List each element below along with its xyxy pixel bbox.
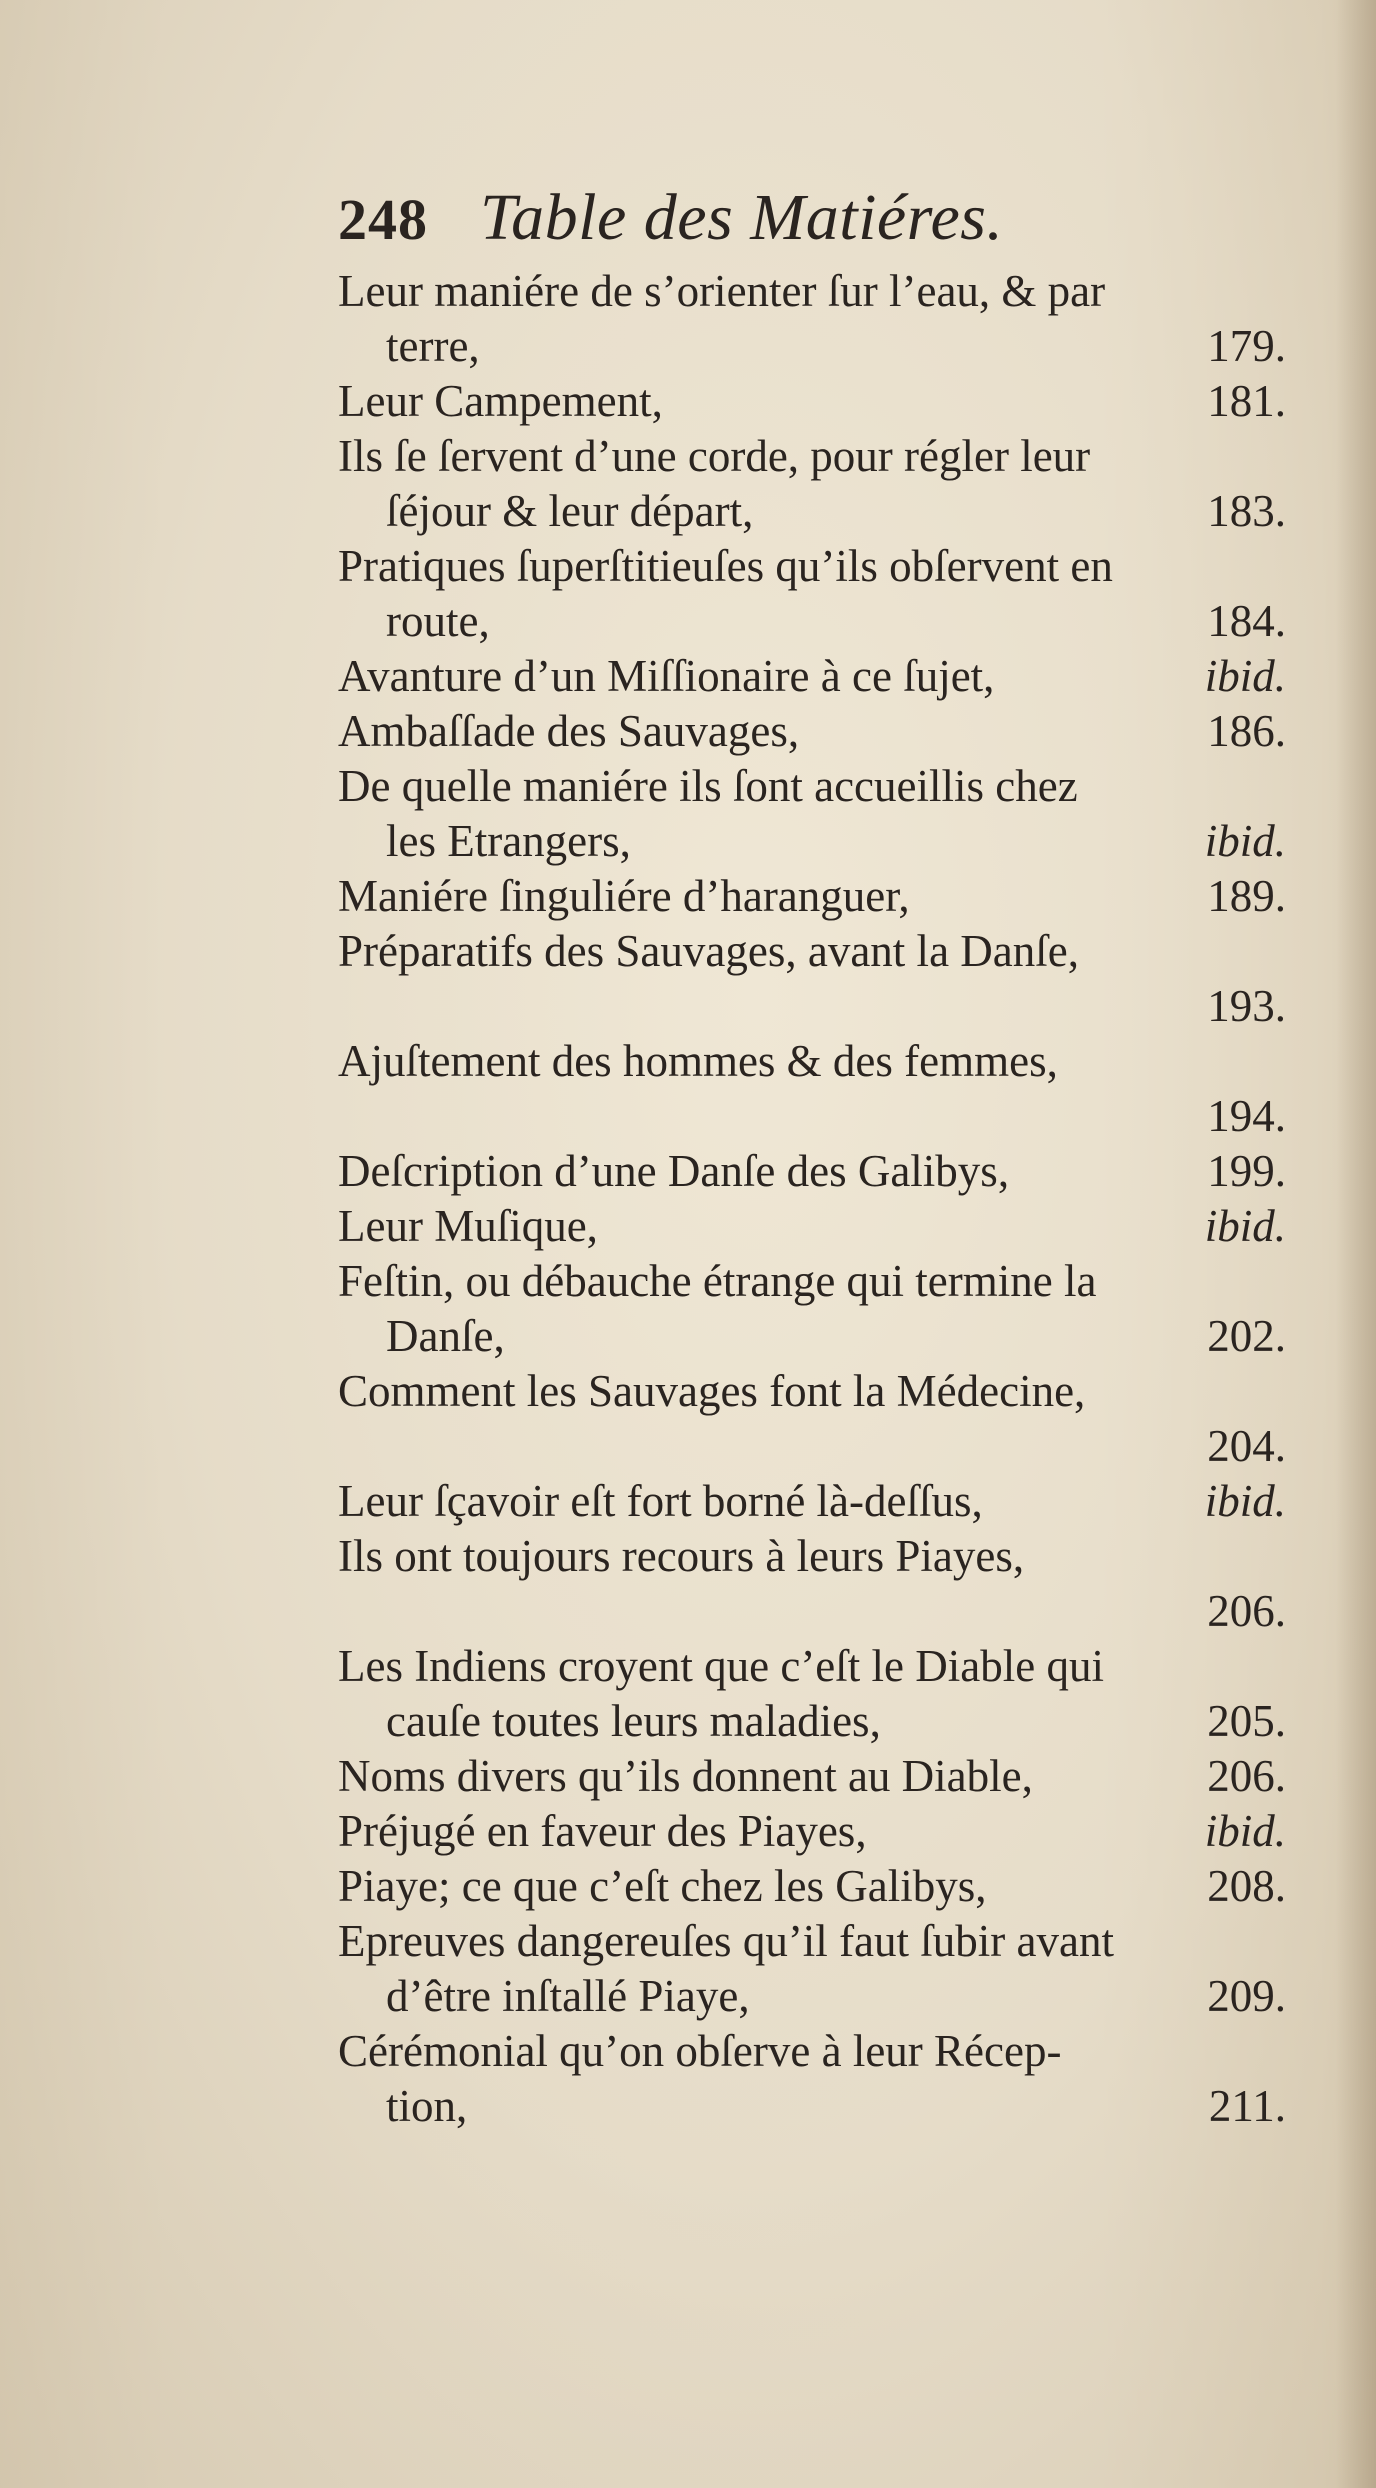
toc-page-reference: ibid. xyxy=(1204,1806,1286,1856)
toc-entry-line xyxy=(338,1034,1286,1089)
toc-entry-line xyxy=(338,924,1286,979)
toc-entry xyxy=(338,1474,1286,1529)
toc-entry-line xyxy=(338,1749,1286,1804)
toc-page-reference: 209. xyxy=(1207,1971,1286,2021)
running-title: Table des Matiéres. xyxy=(480,181,1004,254)
toc-entry-line xyxy=(338,869,1286,924)
toc-entry-line xyxy=(338,1474,1286,1529)
toc-entry-line xyxy=(338,1309,1286,1364)
toc-entry-line xyxy=(338,2024,1286,2079)
entries-list xyxy=(338,264,1286,2134)
toc-entry-line xyxy=(338,1364,1286,1419)
toc-entry-text: Deſcription d’une Danſe des Galibys, xyxy=(338,1146,1010,1196)
toc-entry-text: Ajuſtement des hommes & des femmes, xyxy=(338,1036,1058,1086)
toc-entry-line xyxy=(338,1254,1286,1309)
toc-entry-line xyxy=(338,1199,1286,1254)
toc-entry xyxy=(338,2024,1286,2134)
toc-page-reference: 199. xyxy=(1207,1146,1286,1196)
toc-entry-text: Les Indiens croyent que c’eſt le Diable qui xyxy=(338,1641,1104,1691)
toc-entry-line xyxy=(338,429,1286,484)
toc-entry-line xyxy=(338,814,1286,869)
toc-entry-line xyxy=(338,539,1286,594)
toc-entry-line xyxy=(338,2079,1286,2134)
toc-entry-text: Leur ſçavoir eſt fort borné là-deſſus, xyxy=(338,1476,983,1526)
toc-entry xyxy=(338,649,1286,704)
toc-entry xyxy=(338,1529,1286,1639)
toc-page-reference: 184. xyxy=(1207,596,1286,646)
toc-entry-line xyxy=(338,649,1286,704)
toc-entry-line xyxy=(338,264,1286,319)
toc-entry-text: Piaye; ce que c’eſt chez les Galibys, xyxy=(338,1861,987,1911)
toc-page-reference: ibid. xyxy=(1204,816,1286,866)
toc-entry-line xyxy=(338,979,1286,1034)
toc-entry-text: Epreuves dangereuſes qu’il faut ſubir avant xyxy=(338,1916,1114,1966)
toc-entry xyxy=(338,1914,1286,2024)
toc-entry-text: Cérémonial qu’on obſerve à leur Récep- xyxy=(338,2026,1062,2076)
toc-entry-line xyxy=(338,1914,1286,1969)
toc-entry xyxy=(338,1199,1286,1254)
toc-entry-line xyxy=(338,1969,1286,2024)
toc-page-reference: 194. xyxy=(1207,1091,1286,1141)
page-edge-shadow xyxy=(1336,0,1376,2488)
toc-entry-text: Feſtin, ou débauche étrange qui termine la xyxy=(338,1256,1097,1306)
toc-entry xyxy=(338,1034,1286,1144)
toc-entry-line xyxy=(338,1529,1286,1584)
toc-entry xyxy=(338,1859,1286,1914)
toc-entry-line xyxy=(338,1804,1286,1859)
toc-entry-line xyxy=(338,319,1286,374)
toc-entry-text: les Etrangers, xyxy=(386,816,631,866)
toc-page-reference: 206. xyxy=(1207,1586,1286,1636)
toc-entry-line xyxy=(338,1584,1286,1639)
toc-entry-text: route, xyxy=(386,596,490,646)
toc-entry-text: Danſe, xyxy=(386,1311,505,1361)
toc-entry-text: ſéjour & leur départ, xyxy=(386,486,754,536)
toc-entry-text: d’être inſtallé Piaye, xyxy=(386,1971,750,2021)
toc-page-reference: 179. xyxy=(1207,321,1286,371)
toc-entry-text: Pratiques ſuperſtitieuſes qu’ils obſervent en xyxy=(338,541,1113,591)
toc-entry xyxy=(338,1254,1286,1364)
toc-entry-line xyxy=(338,704,1286,759)
toc-page-reference: ibid. xyxy=(1204,1201,1286,1251)
toc-entry xyxy=(338,374,1286,429)
toc-entry-text: Comment les Sauvages font la Médecine, xyxy=(338,1366,1086,1416)
toc-entry xyxy=(338,1804,1286,1859)
toc-page-reference: ibid. xyxy=(1204,1476,1286,1526)
toc-entry-text: Avanture d’un Miſſionaire à ce ſujet, xyxy=(338,651,995,701)
toc-page-reference: 205. xyxy=(1207,1696,1286,1746)
toc-entry xyxy=(338,264,1286,374)
toc-entry xyxy=(338,429,1286,539)
toc-entry xyxy=(338,869,1286,924)
toc-entry-text: Ils ſe ſervent d’une corde, pour régler leur xyxy=(338,431,1091,481)
table-of-contents xyxy=(338,180,1286,2134)
toc-page-reference: 193. xyxy=(1207,981,1286,1031)
toc-entry-line xyxy=(338,484,1286,539)
toc-entry-text: Leur Muſique, xyxy=(338,1201,598,1251)
toc-entry xyxy=(338,1144,1286,1199)
toc-entry-text: cauſe toutes leurs maladies, xyxy=(386,1696,881,1746)
toc-entry-line xyxy=(338,759,1286,814)
toc-entry-line xyxy=(338,1639,1286,1694)
page-number: 248 xyxy=(338,187,428,252)
toc-entry-line xyxy=(338,1144,1286,1199)
toc-entry-text: Ambaſſade des Sauvages, xyxy=(338,706,800,756)
toc-page-reference: 186. xyxy=(1207,706,1286,756)
toc-page-reference: 208. xyxy=(1207,1861,1286,1911)
toc-entry-text: Leur maniére de s’orienter ſur l’eau, & par xyxy=(338,266,1106,316)
toc-page-reference: 189. xyxy=(1207,871,1286,921)
toc-page-reference: 206. xyxy=(1207,1751,1286,1801)
toc-entry-line xyxy=(338,594,1286,649)
toc-entry xyxy=(338,924,1286,1034)
toc-entry xyxy=(338,759,1286,869)
toc-page-reference: 183. xyxy=(1207,486,1286,536)
toc-entry xyxy=(338,539,1286,649)
toc-entry-text: Leur Campement, xyxy=(338,376,663,426)
toc-entry-text: terre, xyxy=(386,321,480,371)
page-header xyxy=(338,180,1286,264)
toc-page-reference: 181. xyxy=(1207,376,1286,426)
toc-entry xyxy=(338,1639,1286,1749)
toc-entry-text: Noms divers qu’ils donnent au Diable, xyxy=(338,1751,1033,1801)
toc-entry-text: Préjugé en faveur des Piayes, xyxy=(338,1806,867,1856)
toc-entry xyxy=(338,704,1286,759)
toc-page-reference: 202. xyxy=(1207,1311,1286,1361)
toc-page-reference: 204. xyxy=(1207,1421,1286,1471)
toc-entry-line xyxy=(338,1089,1286,1144)
toc-entry-text: Maniére ſinguliére d’haranguer, xyxy=(338,871,910,921)
toc-entry-text: De quelle maniére ils ſont accueillis chez xyxy=(338,761,1078,811)
toc-entry xyxy=(338,1364,1286,1474)
toc-entry-text: tion, xyxy=(386,2081,468,2131)
toc-entry-line xyxy=(338,1859,1286,1914)
toc-page-reference: ibid. xyxy=(1204,651,1286,701)
toc-page-reference: 211. xyxy=(1208,2081,1286,2131)
toc-entry-line xyxy=(338,1419,1286,1474)
toc-entry-text: Préparatifs des Sauvages, avant la Danſe, xyxy=(338,926,1079,976)
toc-entry xyxy=(338,1749,1286,1804)
toc-entry-line xyxy=(338,1694,1286,1749)
toc-entry-text: Ils ont toujours recours à leurs Piayes, xyxy=(338,1531,1025,1581)
toc-entry-line xyxy=(338,374,1286,429)
